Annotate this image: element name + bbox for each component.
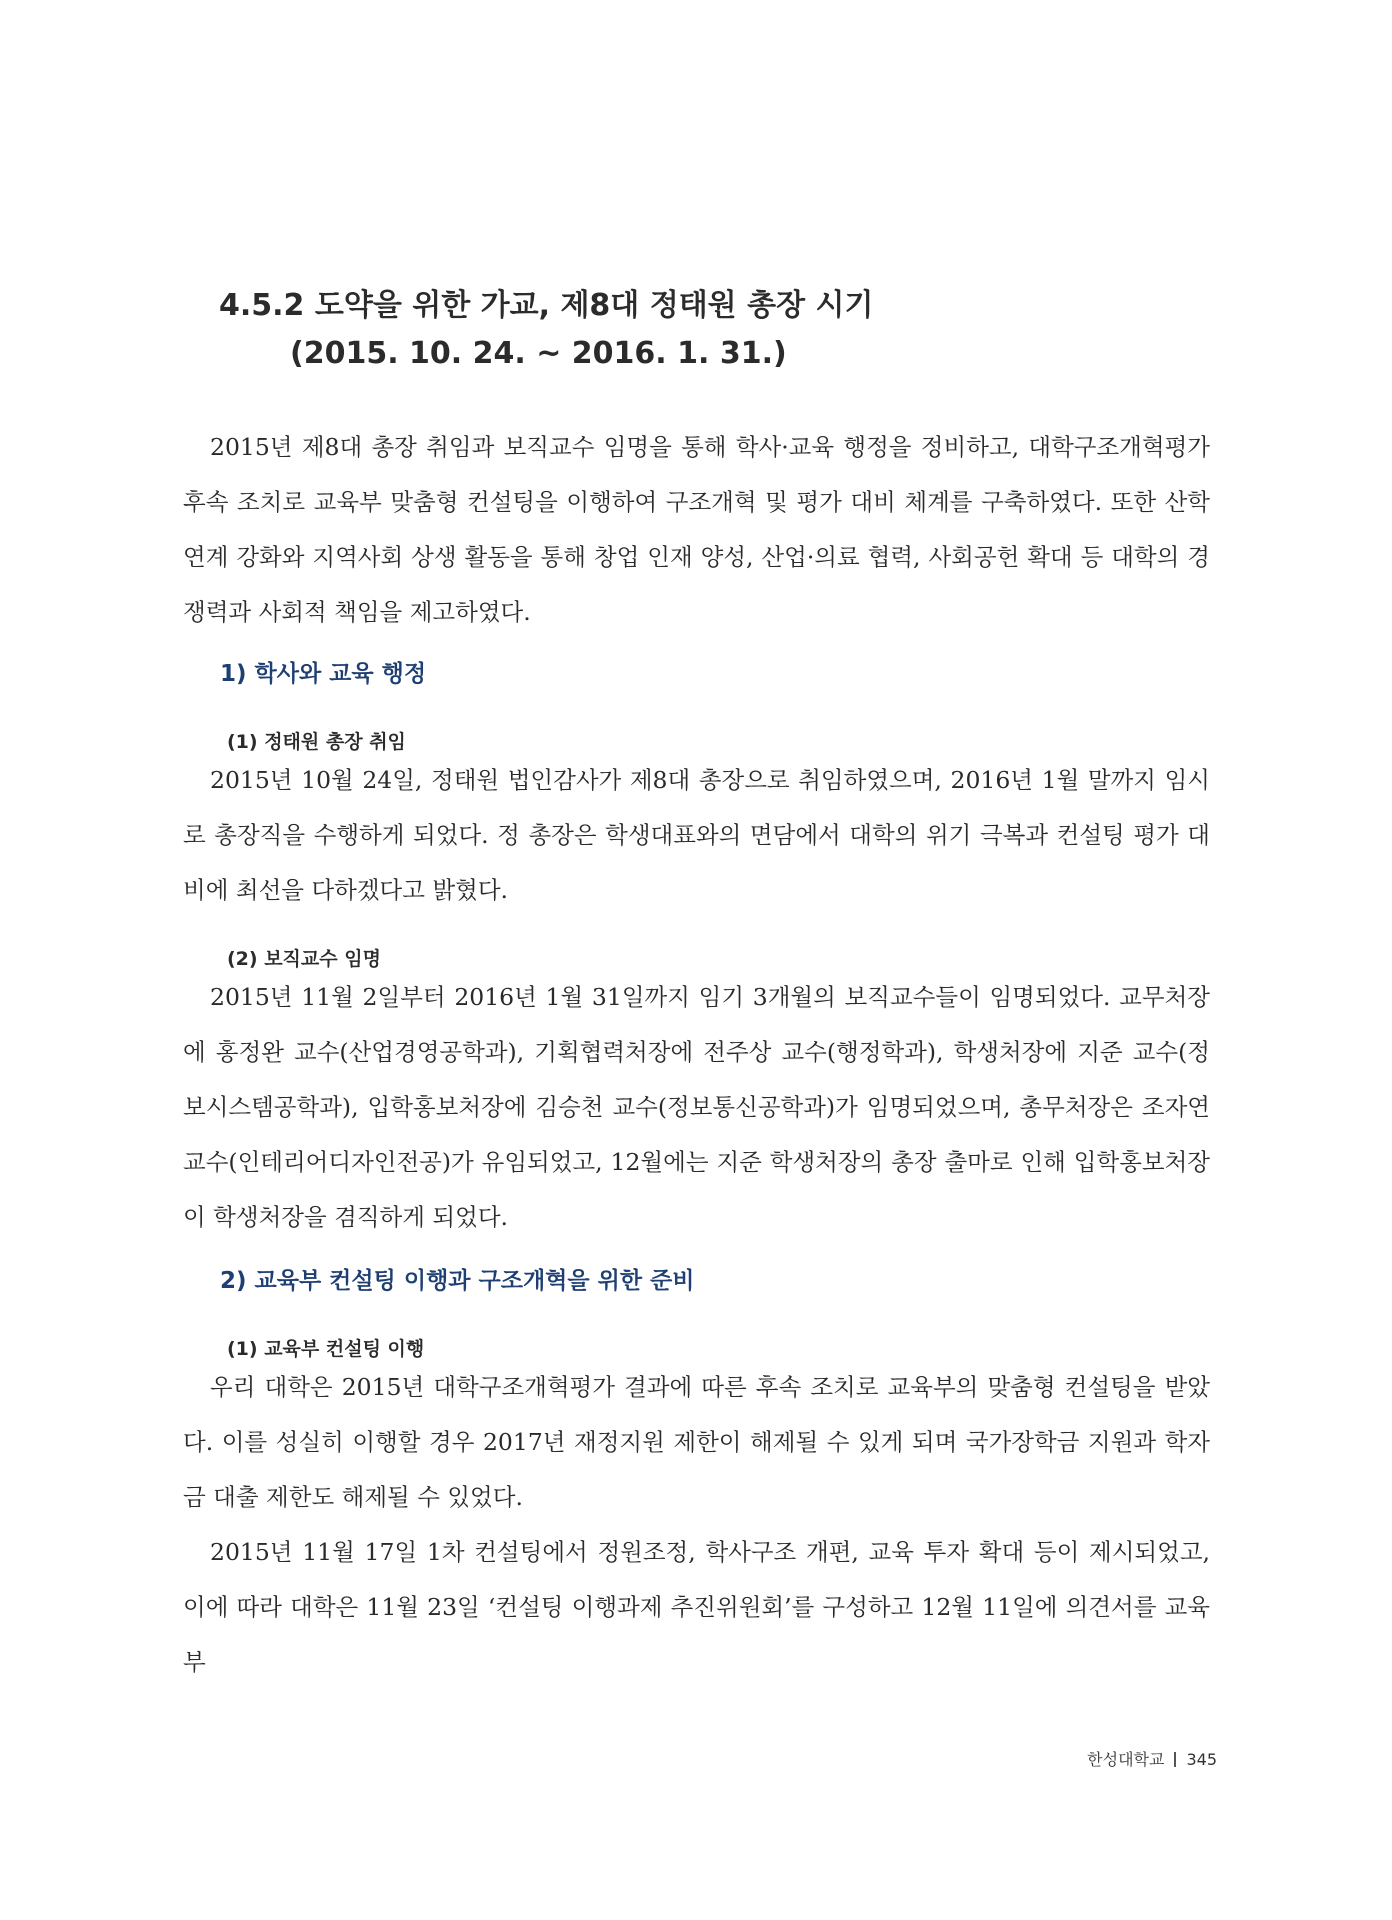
intro-text: 2015년 제8대 총장 취임과 보직교수 임명을 통해 학사·교육 행정을 정비하고, 대학구조개혁평가 후속 조치로 교육부 맞춤형 컨설팅을 이행하여 구조개혁 및 평가 대비 체계를 구축하였다. 또한 산학연계 강화와 지역사회 상생 활동을 통해 창업 인재 양성, 산업·의료 협력, 사회공헌 확대 등 대학의 경쟁력과 사회적 책임을 제고하였다.	[183, 433, 1210, 626]
chapter-title	[219, 282, 873, 378]
consulting-implementation-paragraph	[183, 1360, 1210, 1690]
subsection-heading-consulting-implementation: (1) 교육부 컨설팅 이행	[227, 1338, 425, 1360]
footer-university-name: 한성대학교	[1087, 1750, 1165, 1769]
subsection-heading-president-inauguration: (1) 정태원 총장 취임	[227, 731, 406, 753]
subsection-heading-faculty-appointment: (2) 보직교수 임명	[227, 948, 381, 970]
consulting-text-2: 2015년 11월 17일 1차 컨설팅에서 정원조정, 학사구조 개편, 교육 투자 확대 등이 제시되었고, 이에 따라 대학은 11월 23일 ‘컨설팅 이행과제 추진위원회’를 구성하고 12월 11일에 의견서를 교육부	[183, 1538, 1210, 1676]
faculty-appointment-text: 2015년 11월 2일부터 2016년 1월 31일까지 임기 3개월의 보직교수들이 임명되었다. 교무처장에 홍정완 교수(산업경영공학과), 기획협력처장에 전주상 교수(행정학과), 학생처장에 지준 교수(정보시스템공학과), 입학홍보처장에 김승천 교수(정보통신공학과)가 임명되었으며, 총무처장은 조자연 교수(인테리어디자인전공)가 유임되었고, 12월에는 지준 학생처장의 총장 출마로 인해 입학홍보처장이 학생처장을 겸직하게 되었다.	[183, 983, 1210, 1231]
chapter-title-line1: 4.5.2 도약을 위한 가교, 제8대 정태원 총장 시기	[219, 288, 874, 323]
footer-separator	[1174, 1752, 1176, 1767]
president-inauguration-paragraph	[183, 753, 1210, 918]
page-footer	[1087, 1747, 1217, 1770]
chapter-title-period: (2015. 10. 24. ~ 2016. 1. 31.)	[290, 336, 787, 371]
intro-paragraph	[183, 420, 1210, 640]
consulting-text-1: 우리 대학은 2015년 대학구조개혁평가 결과에 따른 후속 조치로 교육부의 맞춤형 컨설팅을 받았다. 이를 성실히 이행할 경우 2017년 재정지원 제한이 해제될 수 있게 되며 국가장학금 지원과 학자금 대출 제한도 해제될 수 있었다.	[183, 1373, 1210, 1511]
section-heading-academic-administration: 1) 학사와 교육 행정	[220, 661, 427, 687]
section-heading-consulting-restructuring: 2) 교육부 컨설팅 이행과 구조개혁을 위한 준비	[220, 1268, 695, 1294]
president-inauguration-text: 2015년 10월 24일, 정태원 법인감사가 제8대 총장으로 취임하였으며, 2016년 1월 말까지 임시로 총장직을 수행하게 되었다. 정 총장은 학생대표와의 면담에서 대학의 위기 극복과 컨설팅 평가 대비에 최선을 다하겠다고 밝혔다.	[183, 766, 1210, 904]
faculty-appointment-paragraph	[183, 970, 1210, 1245]
page-number: 345	[1186, 1750, 1217, 1769]
